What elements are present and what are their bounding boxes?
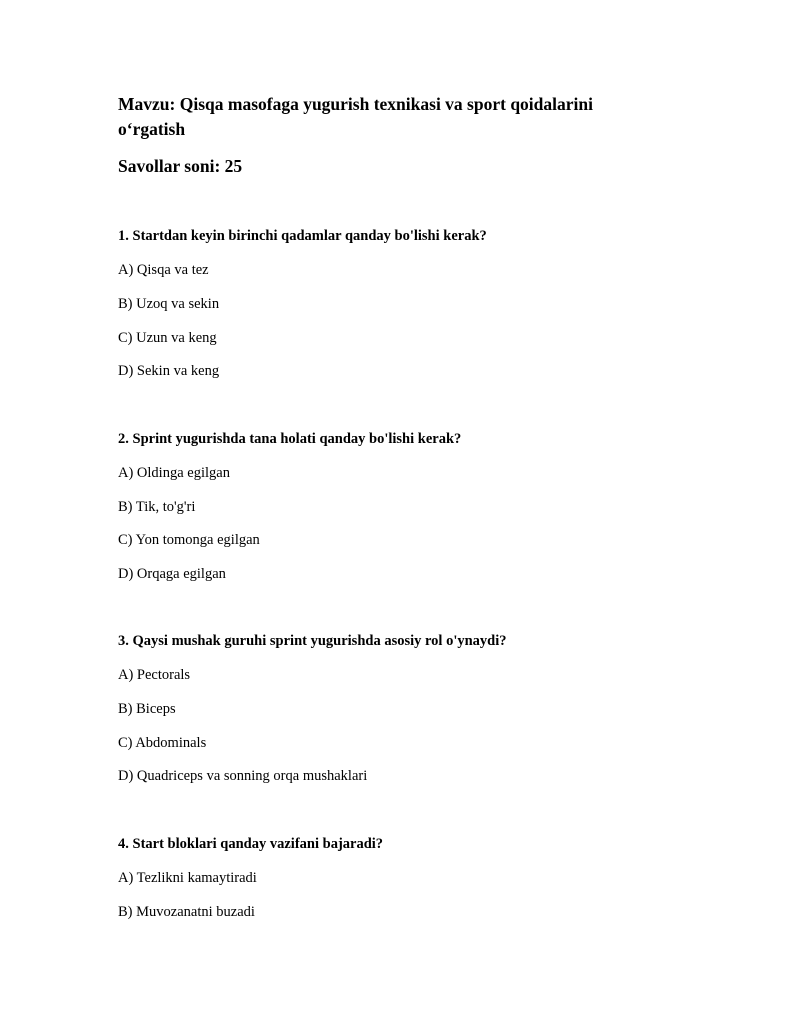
answer-option: B) Muvozanatni buzadi [118,904,255,920]
question-text: 3. Qaysi mushak guruhi sprint yugurishda asosiy rol o'ynaydi? [118,633,507,649]
question-3 [118,631,678,784]
question-text: 4. Start bloklari qanday vazifani bajaradi? [118,836,384,852]
question-text: 1. Startdan keyin birinchi qadamlar qanday bo'lishi kerak? [118,228,487,244]
answer-option: C) Abdominals [118,735,207,751]
question-2 [118,429,678,582]
answer-option: C) Yon tomonga egilgan [118,532,260,548]
answer-option: D) Quadriceps va sonning orqa mushaklari [118,768,368,784]
answer-option: A) Tezlikni kamaytiradi [118,870,257,886]
question-4 [118,834,678,920]
answer-option: D) Sekin va keng [118,363,220,379]
answer-option: C) Uzun va keng [118,330,217,346]
answer-option: B) Tik, to'g'ri [118,499,196,515]
answer-option: A) Oldinga egilgan [118,465,230,481]
answer-option: A) Pectorals [118,667,191,683]
answer-option: D) Orqaga egilgan [118,566,226,582]
page-title: Mavzu: Qisqa masofaga yugurish texnikasi va sport qoidalarini o‘rgatish [118,94,593,139]
answer-option: B) Uzoq va sekin [118,296,220,312]
question-1 [118,226,678,379]
question-count: Savollar soni: 25 [118,156,243,176]
answer-option: A) Qisqa va tez [118,262,209,278]
question-text: 2. Sprint yugurishda tana holati qanday bo'lishi kerak? [118,431,462,447]
answer-option: B) Biceps [118,701,176,717]
